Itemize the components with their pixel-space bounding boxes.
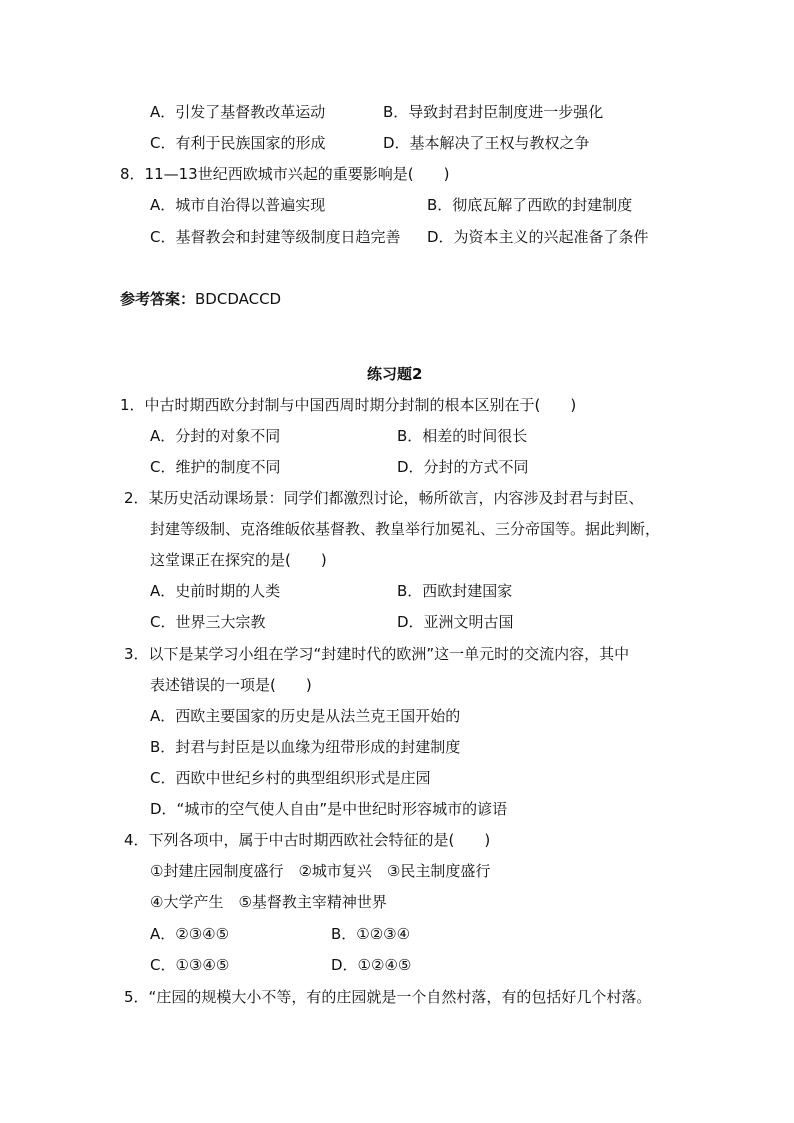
q4-items-line-1: ①封建庄园制度盛行 ②城市复兴 ③民主制度盛行 (150, 862, 491, 880)
q2-option-a: A．史前时期的人类 (150, 582, 281, 600)
q2-stem-line-1: 2．某历史活动课场景：同学们都激烈讨论，畅所欲言，内容涉及封君与封臣、 (124, 489, 644, 507)
q4-items-line-2: ④大学产生 ⑤基督教主宰精神世界 (150, 893, 387, 911)
q4-option-a: A．②③④⑤ (150, 925, 230, 943)
q7-option-d: D．基本解决了王权与教权之争 (383, 134, 590, 152)
q8-stem: 8．11—13世纪西欧城市兴起的重要影响是( ) (120, 165, 450, 183)
q1-option-d: D．分封的方式不同 (397, 458, 529, 476)
q4-stem: 4．下列各项中，属于中古时期西欧社会特征的是( ) (124, 831, 491, 849)
q2-option-d: D．亚洲文明古国 (397, 613, 514, 631)
q1-option-c: C．维护的制度不同 (150, 458, 281, 476)
q7-option-c: C．有利于民族国家的形成 (150, 134, 326, 152)
answer-label: 参考答案： (120, 290, 196, 308)
q2-stem-line-2: 封建等级制、克洛维皈依基督教、教皇举行加冕礼、三分帝国等。据此判断， (150, 520, 661, 538)
answer-value: BDCDACCD (195, 290, 282, 308)
q3-stem-line-2: 表述错误的一项是( ) (150, 676, 312, 694)
q2-stem-line-3: 这堂课正在探究的是( ) (150, 551, 327, 569)
q5-stem: 5．“庄园的规模大小不等，有的庄园就是一个自然村落，有的包括好几个村落。 (124, 988, 652, 1006)
q3-option-d: D．“城市的空气使人自由”是中世纪时形容城市的谚语 (150, 800, 508, 818)
exercise-title: 练习题2 (367, 365, 423, 383)
answer-line (120, 289, 281, 309)
q8-option-c: C．基督教会和封建等级制度日趋完善 (150, 228, 401, 246)
q3-option-c: C．西欧中世纪乡村的典型组织形式是庄园 (150, 769, 431, 787)
q1-option-a: A．分封的对象不同 (150, 427, 281, 445)
q7-option-a: A．引发了基督教改革运动 (150, 103, 326, 121)
q4-option-c: C．①③④⑤ (150, 956, 230, 974)
q1-option-b: B．相差的时间很长 (397, 427, 528, 445)
q3-option-a: A．西欧主要国家的历史是从法兰克王国开始的 (150, 707, 461, 725)
q2-option-c: C．世界三大宗教 (150, 613, 266, 631)
q1-stem: 1．中古时期西欧分封制与中国西周时期分封制的根本区别在于( ) (120, 396, 577, 414)
q8-option-d: D．为资本主义的兴起准备了条件 (427, 228, 649, 246)
q3-stem-line-1: 3．以下是某学习小组在学习“封建时代的欧洲”这一单元时的交流内容，其中 (124, 645, 630, 663)
q2-option-b: B．西欧封建国家 (397, 582, 513, 600)
q3-option-b: B．封君与封臣是以血缘为纽带形成的封建制度 (150, 738, 461, 756)
q8-option-a: A．城市自治得以普遍实现 (150, 196, 326, 214)
q7-option-b: B．导致封君封臣制度进一步强化 (383, 103, 604, 121)
q8-option-b: B．彻底瓦解了西欧的封建制度 (427, 196, 633, 214)
q4-option-d: D．①②④⑤ (331, 956, 412, 974)
q4-option-b: B．①②③④ (331, 925, 411, 943)
